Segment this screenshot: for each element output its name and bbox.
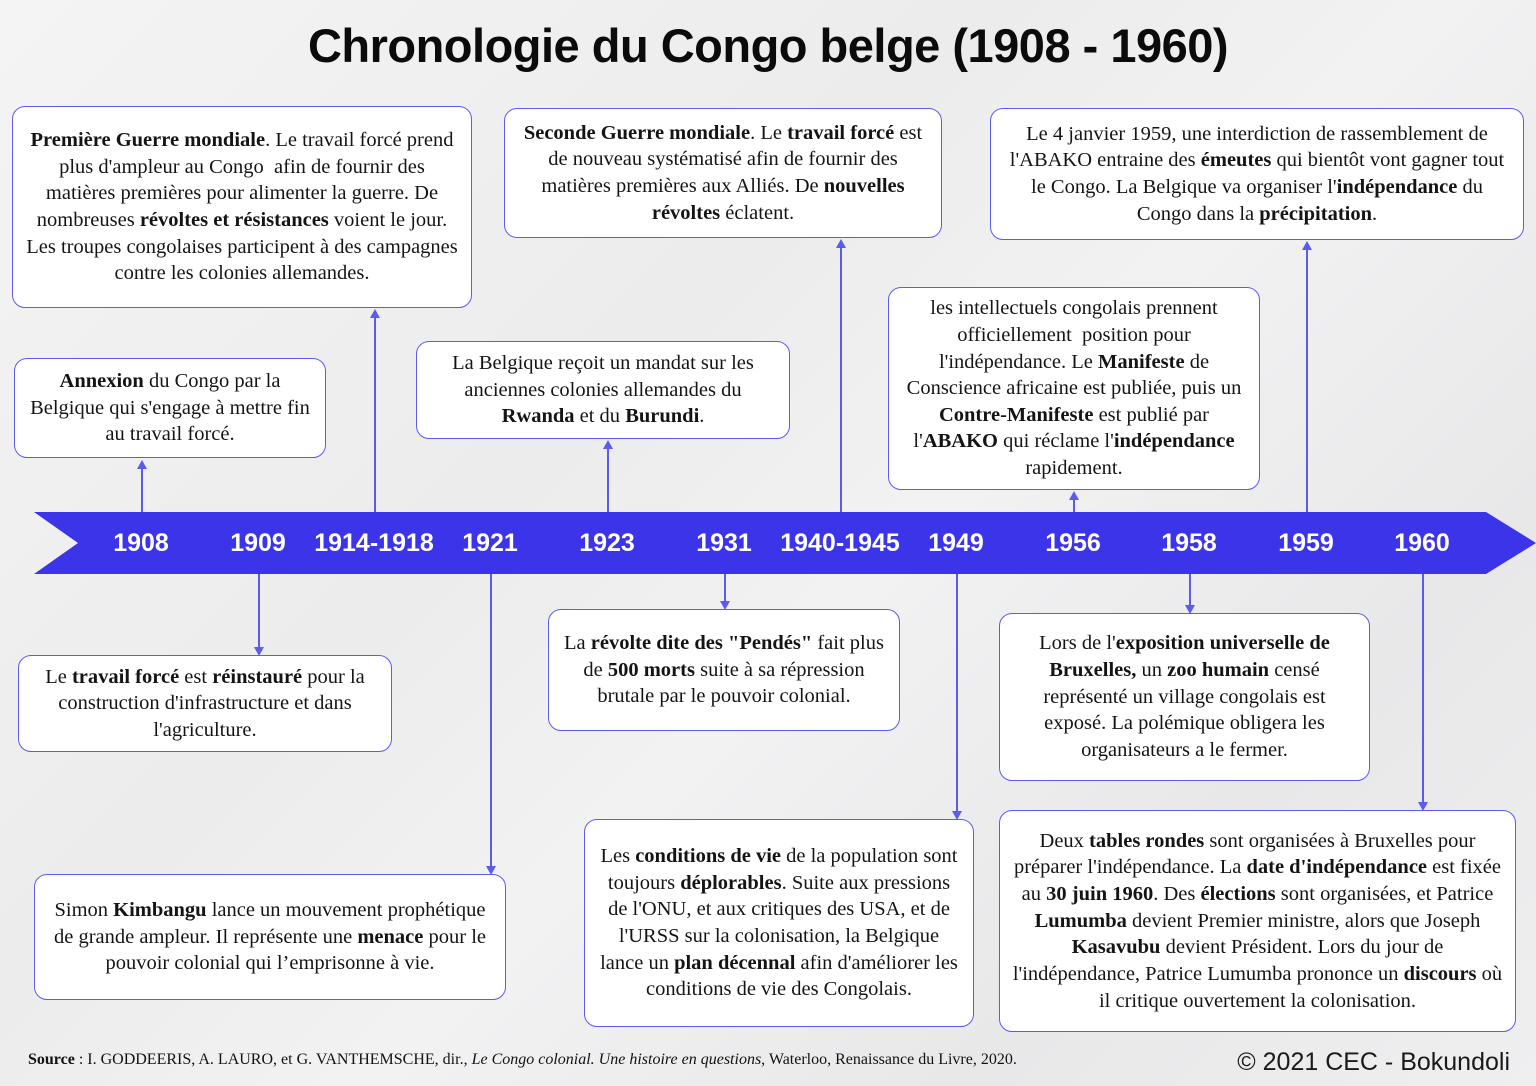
source-label: Source [28,1051,75,1068]
callout-text-wwi: Première Guerre mondiale. Le travail forcé prend plus d'ampleur au Congo afin de fournir des matières premières pour alimenter la guerre. De nombreuses révoltes et résistances voient le jour. Les troupes congolaises participent à des campagnes contre les colonies allemandes. [26,129,458,285]
callout-box-abako-1959 [990,108,1524,240]
callout-box-pendes [548,609,900,731]
connector-arrow-1914-1918 [370,309,380,318]
callout-text-mandat: La Belgique reçoit un mandat sur les anciennes colonies allemandes du Rwanda et du Burundi. [452,352,754,428]
connector-arrow-1908 [137,460,147,469]
callout-box-tables-rondes [999,810,1516,1032]
callout-box-kimbangu [34,874,506,1000]
connector-arrow-1940-1945 [836,239,846,248]
timeline-year-1923[interactable]: 1923 [579,529,635,557]
connector-arrow-1909 [254,647,264,656]
connector-1923 [607,449,609,513]
callout-box-wwi [12,106,472,308]
connector-1960 [1422,573,1424,802]
connector-1921 [490,573,492,866]
callout-box-annexion [14,358,326,458]
timeline-year-1940-1945[interactable]: 1940-1945 [780,529,900,557]
timeline-year-1960[interactable]: 1960 [1394,529,1450,557]
callout-text-kimbangu: Simon Kimbangu lance un mouvement prophétique de grande ampleur. Il représente une menace pour le pouvoir colonial qui l’emprisonne à vie. [53,899,487,975]
timeline-year-1956[interactable]: 1956 [1045,529,1101,557]
connector-arrow-1959 [1302,241,1312,250]
timeline-year-1959[interactable]: 1959 [1278,529,1334,557]
timeline-year-1908[interactable]: 1908 [113,529,169,557]
callout-text-conditions-vie: Les conditions de vie de la population sont toujours déplorables. Suite aux pressions de l'ONU, et aux critiques des USA, et de l'URSS sur la colonisation, la Belgique lance un plan décennal afin d'améliorer les conditions de vie des Congolais. [600,845,958,1001]
source-citation [28,1051,1017,1069]
callout-box-wwii [504,108,942,238]
callout-box-mandat [416,341,790,439]
source-post: , Waterloo, Renaissance du Livre, 2020. [761,1051,1017,1068]
connector-1958 [1189,573,1191,605]
connector-1959 [1306,250,1308,513]
timeline-year-labels [34,512,1536,574]
timeline-year-1914-1918[interactable]: 1914-1918 [314,529,434,557]
connector-arrow-1958 [1185,605,1195,614]
source-title: Le Congo colonial. Une histoire en questions [471,1051,762,1068]
callout-box-conditions-vie [584,819,974,1027]
connector-1940-1945 [840,248,842,513]
connector-1908 [141,469,143,513]
callout-text-pendes: La révolte dite des "Pendés" fait plus de 500 morts suite à sa répression brutale par le pouvoir colonial. [564,632,884,708]
connector-arrow-1931 [720,601,730,610]
timeline-year-1958[interactable]: 1958 [1161,529,1217,557]
connector-1909 [258,573,260,647]
copyright-notice: © 2021 CEC - Bokundoli [1237,1048,1510,1076]
connector-arrow-1960 [1418,802,1428,811]
callout-text-annexion: Annexion du Congo par la Belgique qui s'engage à mettre fin au travail forcé. [30,370,310,446]
connector-arrow-1956 [1069,491,1079,500]
connector-arrow-1949 [952,811,962,820]
callout-box-manifeste [888,287,1260,490]
callout-box-expo58 [999,613,1370,781]
timeline-year-1921[interactable]: 1921 [462,529,518,557]
source-pre: : I. GODDEERIS, A. LAURO, et G. VANTHEMSCHE, dir., [74,1051,472,1068]
timeline-year-1931[interactable]: 1931 [696,529,752,557]
callout-text-manifeste: les intellectuels congolais prennent officiellement position pour l'indépendance. Le Manifeste de Conscience africaine est publiée, puis un Contre-Manifeste est publié par l'ABAKO qui réclame l'indépendance rapidement. [906,297,1242,480]
callout-text-tables-rondes: Deux tables rondes sont organisées à Bruxelles pour préparer l'indépendance. La date d'indépendance est fixée au 30 juin 1960. Des élections sont organisées, et Patrice Lumumba devient Premier ministre, alors que Joseph Kasavubu devient Président. Lors du jour de l'indépendance, Patrice Lumumba prononce un discours où il critique ouvertement la colonisation. [1012,829,1503,1012]
timeline-year-1909[interactable]: 1909 [230,529,286,557]
connector-arrow-1921 [486,866,496,875]
timeline-year-1949[interactable]: 1949 [928,529,984,557]
callout-text-travail-force: Le travail forcé est réinstauré pour la construction d'infrastructure et dans l'agriculture. [45,665,365,741]
page-title: Chronologie du Congo belge (1908 - 1960) [307,19,1229,72]
connector-1949 [956,573,958,811]
callout-text-expo58: Lors de l'exposition universelle de Bruxelles, un zoo humain censé représenté un village congolais est exposé. La polémique obligera les organisateurs a le fermer. [1039,632,1330,761]
connector-arrow-1923 [603,440,613,449]
callout-text-wwii: Seconde Guerre mondiale. Le travail forcé est de nouveau systématisé afin de fournir des matières premières aux Alliés. De nouvelles révoltes éclatent. [523,121,923,224]
connector-1914-1918 [374,318,376,513]
callout-box-travail-force [18,655,392,752]
connector-1931 [724,573,726,601]
callout-text-abako-1959: Le 4 janvier 1959, une interdiction de rassemblement de l'ABAKO entraine des émeutes qui bientôt vont gagner tout le Congo. La Belgique va organiser l'indépendance du Congo dans la précipitation. [1009,122,1505,225]
